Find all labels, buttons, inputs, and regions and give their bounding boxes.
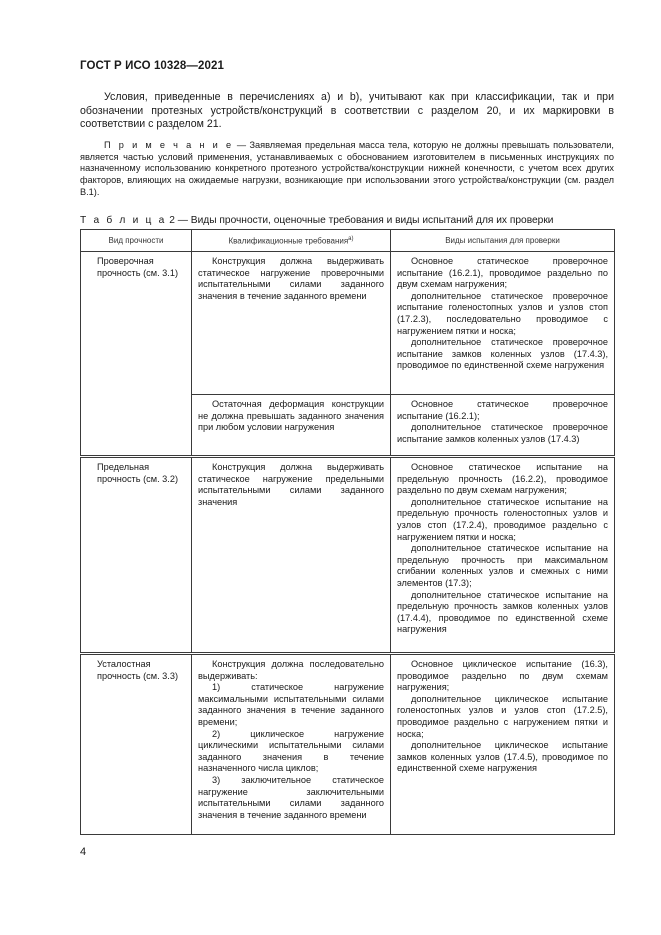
intro-paragraph: Условия, приведенные в перечислениях a) и b), учитывают как при классификации, так и при обозначении протезных устройств/конструкций в соответствии с разделом 20, и их маркировки в соответствии с разделом 21. bbox=[80, 91, 614, 131]
strength-type-cell: Проверочная прочность (см. 3.1) bbox=[81, 252, 192, 457]
requirements-cell bbox=[192, 654, 391, 835]
tests-cell bbox=[391, 395, 615, 457]
test-item: Основное статическое проверочное испытание (16.2.1); bbox=[397, 399, 608, 421]
note-label: П р и м е ч а н и е bbox=[104, 140, 234, 150]
requirements-cell bbox=[192, 457, 391, 654]
footnote-marker: а) bbox=[348, 235, 354, 242]
strength-type-cell: Предельная прочность (см. 3.2) bbox=[81, 457, 192, 654]
standard-header: ГОСТ Р ИСО 10328—2021 bbox=[80, 60, 225, 72]
test-item: Основное статическое испытание на предельную прочность (16.2.2), проводимое раздельно по двум схемам нагружения; bbox=[397, 462, 608, 496]
tests-cell bbox=[391, 457, 615, 654]
test-item: дополнительное статическое проверочное испытание замков коленных узлов (17.4.3), проводимое по единственной схеме нагружения bbox=[397, 337, 608, 371]
tests-cell bbox=[391, 654, 615, 835]
table-caption-text: 2 — Виды прочности, оценочные требования и виды испытаний для их проверки bbox=[166, 215, 554, 226]
test-item: Основное циклическое испытание (16.3), проводимое раздельно по двум схемам нагружения; bbox=[397, 659, 608, 693]
strength-types-table bbox=[80, 229, 615, 835]
table-row bbox=[81, 457, 615, 654]
tests-cell bbox=[391, 252, 615, 395]
test-item: дополнительное статическое проверочное испытание замков коленных узлов (17.4.3) bbox=[397, 422, 608, 444]
requirement-text: Конструкция должна последовательно выдерживать: bbox=[198, 659, 384, 681]
requirement-item: 2) циклическое нагружение циклическими испытательными силами заданного значения в течение назначенного числа циклов; bbox=[198, 728, 384, 774]
test-item: дополнительное статическое испытание на предельную прочность голеностопных узлов и узлов стоп (17.2.4), проводимое раздельно с нагружением пятки и носка; bbox=[397, 496, 608, 542]
requirement-text: Конструкция должна выдерживать статическое нагружение проверочными испытательными силами заданного значения в течение заданного времени bbox=[198, 256, 384, 301]
requirement-text: Остаточная деформация конструкции не должна превышать заданного значения при любом условии нагружения bbox=[198, 399, 384, 433]
test-item: дополнительное статическое проверочное испытание голеностопных узлов и узлов стоп (17.2.3), последовательно проводимое с нагружением пятки и носка; bbox=[397, 290, 608, 336]
note-paragraph bbox=[80, 140, 614, 199]
test-item: дополнительное циклическое испытание голеностопных узлов и узлов стоп (17.2.5), проводимое раздельно с нагружением пятки и носка; bbox=[397, 693, 608, 739]
page-number: 4 bbox=[80, 846, 87, 858]
requirements-cell bbox=[192, 395, 391, 457]
strength-type-cell: Усталостная прочность (см. 3.3) bbox=[81, 654, 192, 835]
test-item: дополнительное статическое испытание на предельную прочность замков коленных узлов (17.4.4), проводимое по единственной схеме нагружения bbox=[397, 589, 608, 635]
test-item: дополнительное статическое испытание на предельную прочность при максимальном сгибании коленных узлов и смежных с ними элементов (17.3); bbox=[397, 543, 608, 588]
table-row bbox=[81, 654, 615, 835]
note-text: — Заявляемая предельная масса тела, которую не должны превышать пользователи, является частью условий применения, устанавливаемых с обоснованием изготовителем в письменных инструкциях по назначенному использованию конкретного протезного устройства/конструкции нижней конечности, с учетом всех других факторов, влияющих на ожидаемые нагрузки, возникающие при использовании этого устройства/конструкции (см. раздел В.1). bbox=[80, 140, 614, 197]
table-caption-label: Т а б л и ц а bbox=[80, 215, 167, 226]
table-caption bbox=[80, 215, 553, 226]
requirement-item: 3) заключительное статическое нагружение заключительными испытательными силами заданного значения в течение заданного времени bbox=[198, 774, 384, 820]
header-strength-type: Вид прочности bbox=[81, 230, 192, 252]
test-item: дополнительное циклическое испытание замков коленных узлов (17.4.5), проводимое по единственной схеме нагружения bbox=[397, 740, 608, 774]
requirements-cell bbox=[192, 252, 391, 395]
header-tests: Виды испытания для проверки bbox=[391, 230, 615, 252]
requirement-item: 1) статическое нагружение максимальными испытательными силами заданного значения в течение заданного времени; bbox=[198, 682, 384, 727]
table-row bbox=[81, 252, 615, 395]
test-item: Основное статическое проверочное испытание (16.2.1), проводимое раздельно по двум схемам нагружения; bbox=[397, 256, 608, 290]
requirement-text: Конструкция должна выдерживать статическое нагружение предельными испытательными силами заданного значения bbox=[198, 462, 384, 507]
table-header-row bbox=[81, 230, 615, 252]
header-requirements: Квалификационные требования$^{а)}$ bbox=[192, 230, 391, 252]
